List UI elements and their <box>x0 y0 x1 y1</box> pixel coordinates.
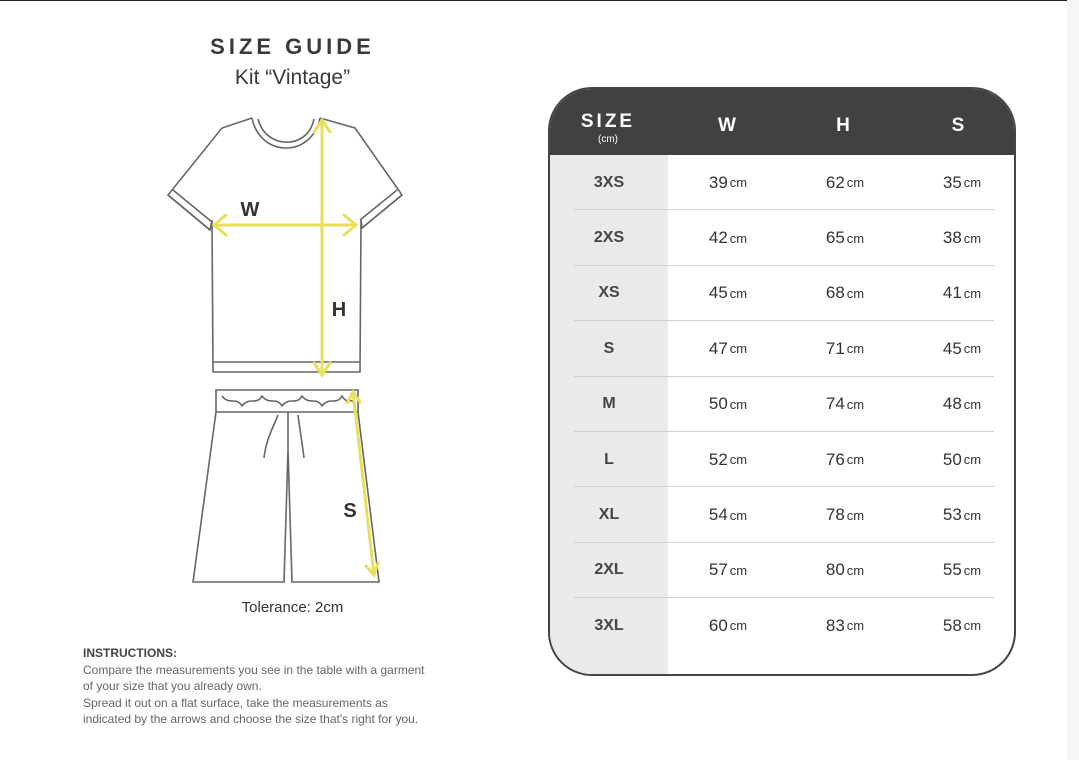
w-cell-value: 39 <box>708 172 728 192</box>
w-cell-unit: cm <box>729 341 748 357</box>
h-cell-unit: cm <box>846 396 865 412</box>
h-cell-value: 62 <box>825 172 845 192</box>
w-cell <box>673 377 783 432</box>
s-cell-value: 55 <box>942 560 962 580</box>
size-cell: 2XL <box>594 561 624 579</box>
table-row <box>550 321 1014 376</box>
table-row <box>550 210 1014 265</box>
w-cell-value: 52 <box>708 449 728 469</box>
h-cell <box>790 321 900 376</box>
top-rule <box>0 0 1079 1</box>
w-cell-value: 42 <box>708 228 728 248</box>
table-row <box>550 266 1014 321</box>
size-cell: XL <box>598 506 620 524</box>
instructions-line: Spread it out on a flat surface, take the measurements as <box>83 695 388 710</box>
w-cell-unit: cm <box>729 562 748 578</box>
instructions <box>83 645 503 728</box>
h-cell <box>790 266 900 321</box>
w-cell <box>673 210 783 265</box>
s-cell <box>907 377 1016 432</box>
page-title: SIZE GUIDE <box>210 34 375 59</box>
size-cell: 2XS <box>593 229 625 247</box>
w-cell <box>673 487 783 542</box>
w-cell <box>673 432 783 487</box>
table-header <box>550 89 1014 155</box>
h-cell-unit: cm <box>846 285 865 301</box>
w-cell-value: 57 <box>708 560 728 580</box>
table-row <box>550 598 1014 653</box>
height-arrow-icon <box>314 120 330 375</box>
s-cell <box>907 210 1016 265</box>
s-cell-value: 48 <box>942 394 962 414</box>
s-cell-value: 45 <box>942 338 962 358</box>
header-size-unit: (cm) <box>598 134 618 145</box>
header-s: S <box>951 115 965 136</box>
size-cell: XS <box>598 284 620 302</box>
table-body <box>550 155 1014 654</box>
h-cell-value: 68 <box>825 283 845 303</box>
h-cell-value: 74 <box>825 394 845 414</box>
h-cell-unit: cm <box>846 452 865 468</box>
size-cell: L <box>604 450 614 468</box>
s-cell-unit: cm <box>963 341 982 357</box>
s-cell <box>907 432 1016 487</box>
h-cell-value: 80 <box>825 560 845 580</box>
w-cell <box>673 598 783 653</box>
h-cell-value: 71 <box>825 338 845 358</box>
s-cell-unit: cm <box>963 507 982 523</box>
page-subtitle: Kit “Vintage” <box>234 66 351 89</box>
s-cell-value: 50 <box>942 449 962 469</box>
h-cell-value: 76 <box>825 449 845 469</box>
w-cell <box>673 155 783 210</box>
instructions-line: Compare the measurements you see in the table with a garment <box>83 662 425 677</box>
s-cell-unit: cm <box>963 452 982 468</box>
w-cell-unit: cm <box>729 396 748 412</box>
h-cell-value: 65 <box>825 228 845 248</box>
s-cell-unit: cm <box>963 396 982 412</box>
s-cell <box>907 321 1016 376</box>
s-cell-unit: cm <box>963 230 982 246</box>
w-cell-value: 60 <box>708 615 728 635</box>
right-edge-shade <box>1067 0 1079 760</box>
instructions-line: of your size that you already own. <box>83 679 262 693</box>
s-cell-value: 53 <box>942 505 962 525</box>
s-cell <box>907 598 1016 653</box>
w-cell <box>673 266 783 321</box>
s-cell <box>907 155 1016 210</box>
h-cell <box>790 155 900 210</box>
w-cell <box>673 543 783 598</box>
size-table <box>548 87 1016 676</box>
w-cell-unit: cm <box>729 230 748 246</box>
w-cell-unit: cm <box>729 507 748 523</box>
h-cell <box>790 432 900 487</box>
width-arrow-icon <box>214 215 356 235</box>
h-cell <box>790 487 900 542</box>
s-label: S <box>343 500 357 522</box>
h-cell <box>790 598 900 653</box>
h-cell-unit: cm <box>846 175 865 191</box>
w-cell-unit: cm <box>729 452 748 468</box>
w-cell-unit: cm <box>729 618 748 634</box>
s-cell-unit: cm <box>963 562 982 578</box>
w-cell-value: 45 <box>708 283 728 303</box>
header-size: SIZE <box>580 111 636 132</box>
size-cell: 3XS <box>593 173 625 191</box>
h-cell-value: 78 <box>825 505 845 525</box>
instructions-line: indicated by the arrows and choose the size that's right for you. <box>83 712 419 726</box>
h-cell-unit: cm <box>846 507 865 523</box>
w-cell-value: 47 <box>708 338 728 358</box>
h-cell <box>790 377 900 432</box>
h-label: H <box>331 299 347 321</box>
s-cell-value: 38 <box>942 228 962 248</box>
table-row <box>550 432 1014 487</box>
garment-illustration <box>150 100 440 600</box>
w-cell-unit: cm <box>729 285 748 301</box>
s-cell <box>907 266 1016 321</box>
s-cell-unit: cm <box>963 618 982 634</box>
instructions-heading: INSTRUCTIONS: <box>83 646 177 660</box>
size-cell: 3XL <box>594 616 624 634</box>
h-cell <box>790 210 900 265</box>
table-row <box>550 543 1014 598</box>
w-cell-unit: cm <box>729 175 748 191</box>
size-cell: M <box>602 395 616 413</box>
header-h: H <box>836 115 850 136</box>
s-cell-value: 35 <box>942 172 962 192</box>
h-cell-unit: cm <box>846 341 865 357</box>
h-cell-value: 83 <box>825 615 845 635</box>
w-cell-value: 50 <box>708 394 728 414</box>
side-length-arrow-icon <box>347 392 378 575</box>
table-row <box>550 155 1014 210</box>
tshirt-icon <box>168 118 402 372</box>
w-cell-value: 54 <box>708 505 728 525</box>
h-cell-unit: cm <box>846 562 865 578</box>
h-cell-unit: cm <box>846 618 865 634</box>
tolerance-note: Tolerance: 2cm <box>241 599 344 616</box>
header-w: W <box>718 115 736 136</box>
w-label: W <box>240 199 260 221</box>
h-cell-unit: cm <box>846 230 865 246</box>
s-cell-unit: cm <box>963 285 982 301</box>
size-cell: S <box>603 339 615 357</box>
s-cell-value: 41 <box>942 283 962 303</box>
w-cell <box>673 321 783 376</box>
table-row <box>550 377 1014 432</box>
shorts-icon <box>193 390 379 582</box>
s-cell <box>907 543 1016 598</box>
s-cell-unit: cm <box>963 175 982 191</box>
s-cell-value: 58 <box>942 615 962 635</box>
table-row <box>550 487 1014 542</box>
s-cell <box>907 487 1016 542</box>
h-cell <box>790 543 900 598</box>
